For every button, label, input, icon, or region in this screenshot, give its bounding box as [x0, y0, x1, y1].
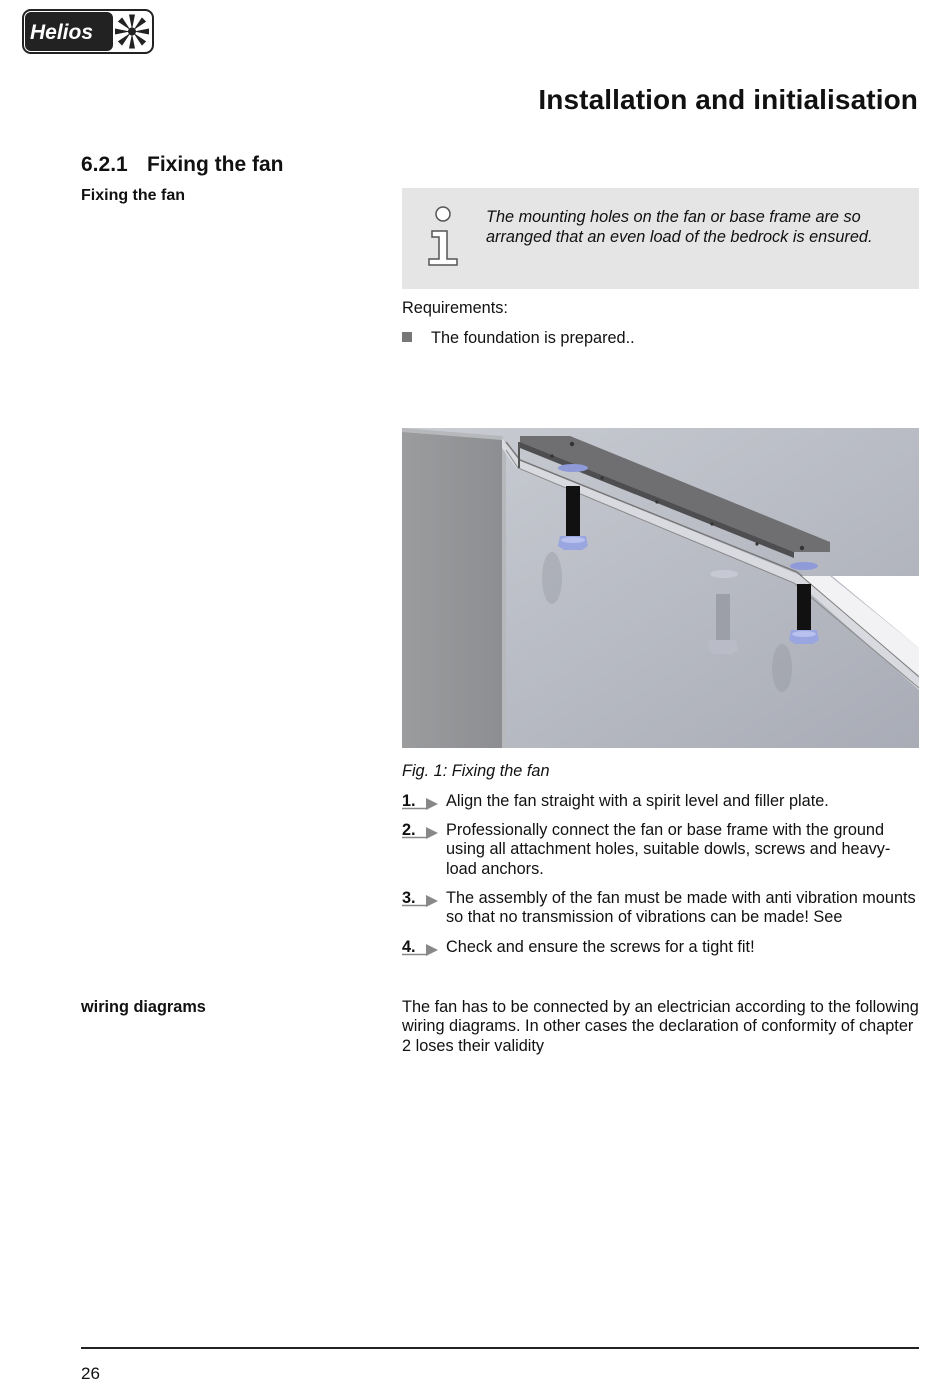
chapter-title: Installation and initialisation [538, 84, 918, 115]
step-text: Check and ensure the screws for a tight fit! [446, 938, 755, 956]
requirements-label: Requirements: [402, 299, 508, 317]
side-label-wiring: wiring diagrams [81, 998, 206, 1016]
info-icon [426, 206, 462, 268]
section-heading [81, 153, 284, 177]
page-number: 26 [81, 1364, 100, 1383]
step-number: 3. [402, 889, 416, 907]
step-number: 1. [402, 792, 416, 810]
section-number: 6.2.1 [81, 153, 128, 176]
step-item [402, 889, 920, 928]
step-item [402, 792, 920, 811]
step-text: Align the fan straight with a spirit level and filler plate. [446, 792, 829, 810]
requirement-text: The foundation is prepared.. [431, 329, 635, 347]
section-title: Fixing the fan [147, 153, 284, 176]
step-item [402, 821, 920, 879]
helios-logo [22, 9, 154, 54]
step-arrow-icon [402, 940, 438, 956]
square-bullet-icon [402, 332, 412, 342]
info-text: The mounting holes on the fan or base frame are so arranged that an even load of the bedrock is ensured. [486, 208, 873, 246]
step-arrow-icon [402, 794, 438, 810]
fan-mounting-figure [402, 428, 919, 748]
step-arrow-icon [402, 891, 438, 907]
step-item [402, 938, 920, 957]
requirement-item [402, 329, 635, 348]
step-text: Professionally connect the fan or base frame with the ground using all attachment holes, suitable dowls, screws and heavy-load anchors. [446, 821, 891, 878]
step-number: 2. [402, 821, 416, 839]
svg-text:Helios: Helios [30, 21, 94, 44]
wiring-text: The fan has to be connected by an electrician according to the following wiring diagrams. In other cases the declaration of conformity of chapter 2 loses their validity [402, 998, 919, 1055]
step-text: The assembly of the fan must be made with anti vibration mounts so that no transmission of vibrations can be made! See [446, 889, 916, 927]
footer-divider [81, 1347, 919, 1349]
step-arrow-icon [402, 823, 438, 839]
info-box [402, 188, 919, 289]
side-label-fixing: Fixing the fan [81, 187, 185, 204]
step-number: 4. [402, 938, 416, 956]
figure-caption: Fig. 1: Fixing the fan [402, 762, 550, 780]
